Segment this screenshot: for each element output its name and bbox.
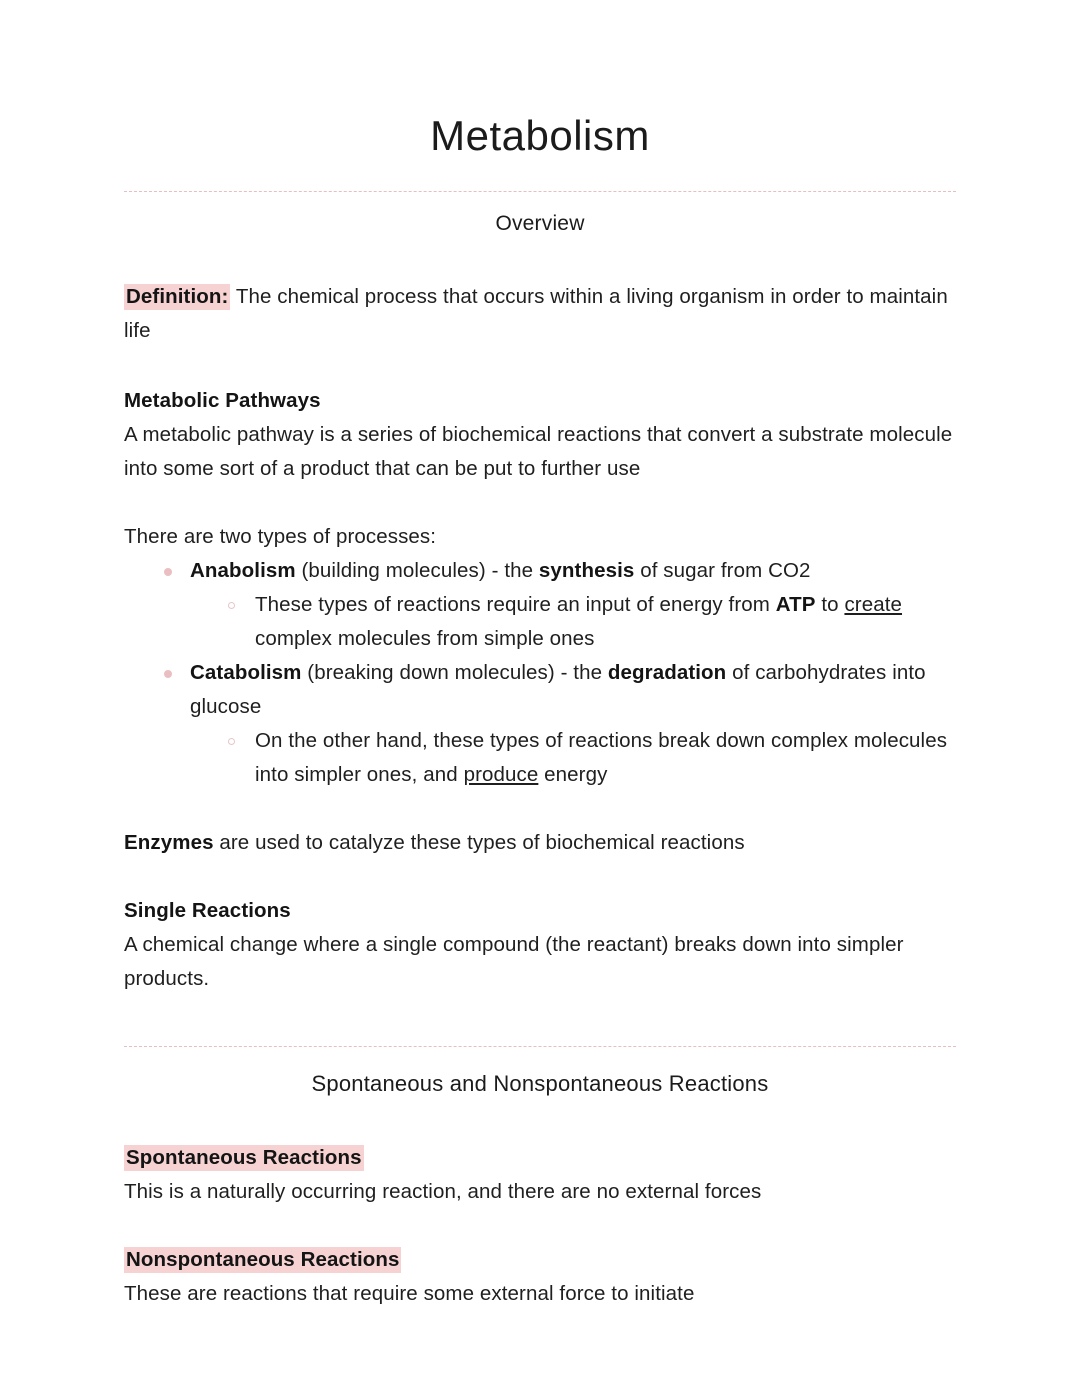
sub-underline: produce bbox=[463, 763, 539, 787]
bullet-dot-icon bbox=[164, 670, 172, 678]
sub-list bbox=[190, 724, 956, 792]
single-reactions-body: A chemical change where a single compound (the reactant) breaks down into simpler products. bbox=[124, 933, 904, 991]
sub-text-a: On the other hand, these types of reactions break down complex molecules into simpler ones, and bbox=[255, 729, 948, 787]
spontaneous-body: This is a naturally occurring reaction, and there are no external forces bbox=[124, 1180, 762, 1204]
bullet-ring-icon bbox=[228, 738, 235, 745]
heading-spontaneous-reactions bbox=[124, 1141, 956, 1175]
bullet-text-a: (breaking down molecules) - the bbox=[301, 661, 608, 685]
list-item bbox=[164, 656, 956, 792]
sub-text-c: complex molecules from simple ones bbox=[255, 627, 595, 651]
enzymes-paragraph bbox=[124, 826, 956, 860]
sub-text-a: These types of reactions require an input of energy from bbox=[255, 593, 776, 617]
enzymes-bold-lead: Enzymes bbox=[124, 831, 214, 855]
bullet-text-a: (building molecules) - the bbox=[295, 559, 539, 583]
sub-list-item bbox=[228, 724, 956, 792]
processes-intro: There are two types of processes: bbox=[124, 525, 437, 549]
sub-text-b: to bbox=[815, 593, 845, 617]
bullet-bold-lead: Anabolism bbox=[190, 559, 296, 583]
bullet-ring-icon bbox=[228, 602, 235, 609]
sub-bold: ATP bbox=[775, 593, 816, 617]
list-item bbox=[164, 554, 956, 656]
bullet-bold-mid: degradation bbox=[607, 661, 727, 685]
spontaneous-heading-text: Spontaneous Reactions bbox=[126, 1146, 362, 1170]
metabolic-pathways-body: A metabolic pathway is a series of biochemical reactions that convert a substrate molecule into some sort of a product that can be put to further use bbox=[124, 423, 953, 481]
heading-metabolic-pathways: Metabolic Pathways bbox=[124, 389, 321, 413]
sub-underline: create bbox=[844, 593, 903, 617]
nonspontaneous-heading-text: Nonspontaneous Reactions bbox=[126, 1248, 400, 1272]
section-heading-spontaneous: Spontaneous and Nonspontaneous Reactions bbox=[311, 1071, 769, 1097]
section-heading-overview: Overview bbox=[495, 212, 585, 236]
bullet-bold-mid: synthesis bbox=[538, 559, 635, 583]
definition-text: The chemical process that occurs within a living organism in order to maintain life bbox=[124, 285, 948, 343]
heading-nonspontaneous-reactions bbox=[124, 1243, 956, 1277]
sub-list bbox=[190, 588, 956, 656]
bullet-text-b: of carbohydrates into glucose bbox=[190, 661, 926, 719]
sub-text-c: energy bbox=[538, 763, 608, 787]
page-title: Metabolism bbox=[430, 112, 650, 159]
heading-single-reactions: Single Reactions bbox=[124, 899, 291, 923]
bullet-text-b: of sugar from CO2 bbox=[634, 559, 811, 583]
definition-paragraph bbox=[124, 280, 956, 348]
bullet-dot-icon bbox=[164, 568, 172, 576]
sub-list-item bbox=[228, 588, 956, 656]
nonspontaneous-body: These are reactions that require some external force to initiate bbox=[124, 1282, 695, 1306]
processes-list bbox=[124, 554, 956, 792]
enzymes-text: are used to catalyze these types of biochemical reactions bbox=[213, 831, 745, 855]
bullet-bold-lead: Catabolism bbox=[190, 661, 302, 685]
definition-label: Definition: bbox=[126, 285, 229, 309]
